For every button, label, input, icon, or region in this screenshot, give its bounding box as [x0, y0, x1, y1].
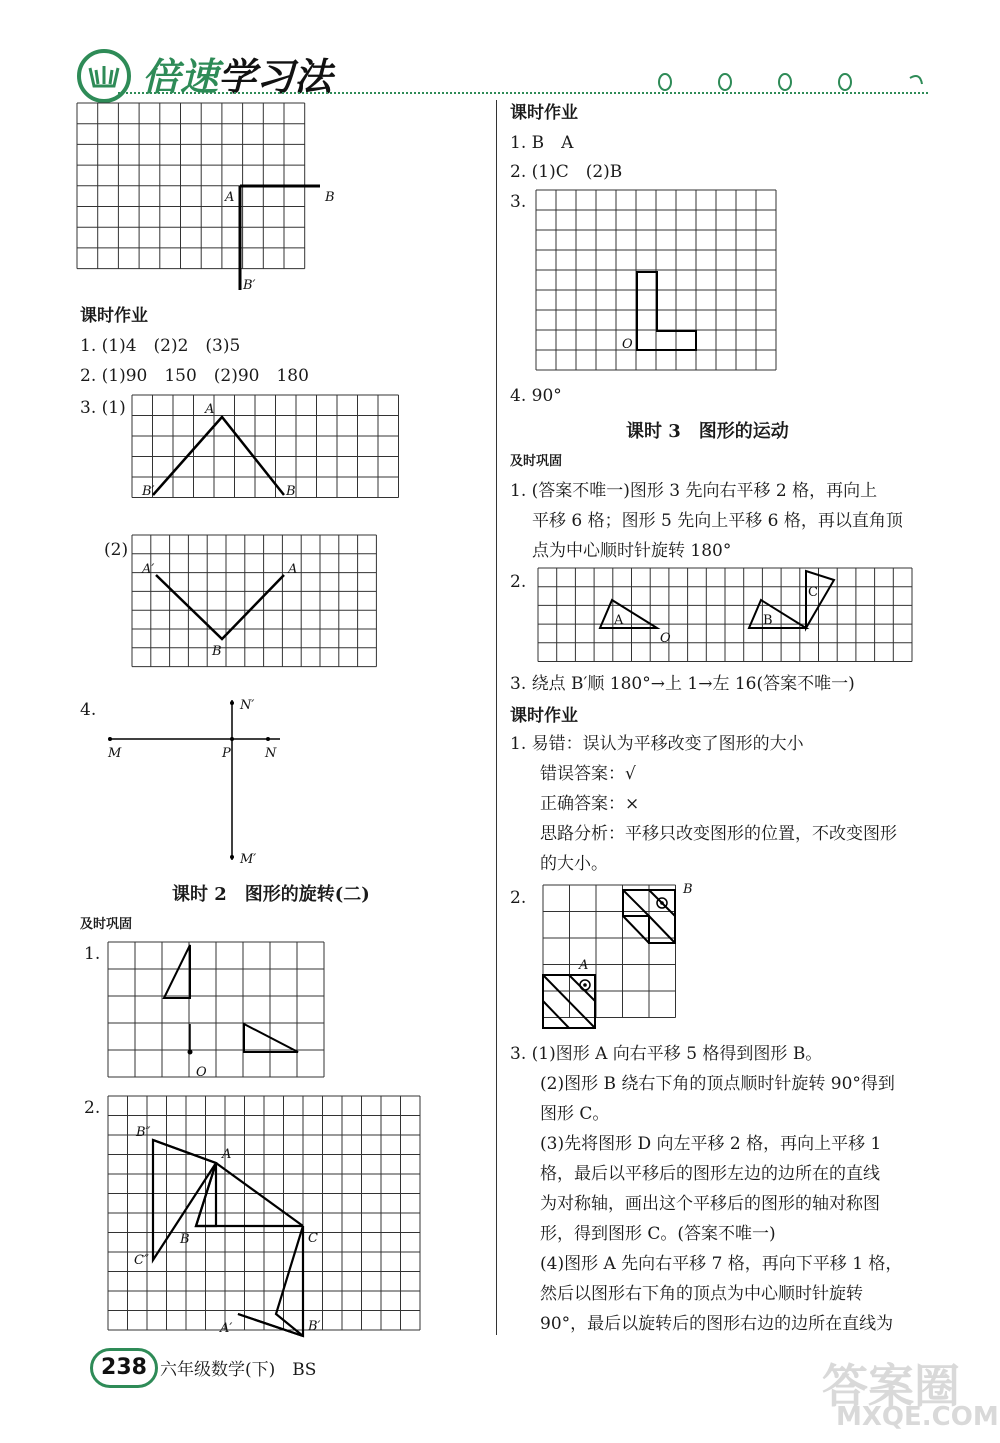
lesson-3-title: 课时 3 图形的运动 — [626, 421, 789, 442]
point-label-a: A — [225, 190, 235, 205]
right-e1-line1: 1. 易错：误认为平移改变了图形的大小 — [510, 734, 804, 754]
right-e3-line6: 为对称轴，画出这个平移后的图形的轴对称图 — [540, 1194, 880, 1214]
right-c1-line3: 点为中心顺时针旋转 180° — [532, 541, 732, 561]
shape-label-c: C — [808, 585, 818, 600]
point-label-a: A — [222, 1147, 232, 1162]
right-e1-line5: 的大小。 — [540, 854, 608, 874]
point-label-o: O — [660, 631, 671, 646]
right-c2-grid — [538, 568, 918, 663]
header-decoration — [650, 70, 940, 95]
watermark-title: 答案圈 — [822, 1359, 960, 1413]
point-label-c: C — [308, 1231, 318, 1246]
right-e3-line10: 90°，最后以旋转后的图形右边的边所在直线为 — [540, 1314, 894, 1334]
point-label-b-prime: B′ — [308, 1319, 321, 1334]
left-q3: 3. (1) — [80, 398, 126, 418]
left-exercise-title: 课时作业 — [80, 306, 148, 326]
right-e3-line4: (3)先将图形 D 向左平移 2 格，再向上平移 1 — [540, 1134, 882, 1154]
right-e3-line1: 3. (1)图形 A 向右平移 5 格得到图形 B。 — [510, 1044, 823, 1064]
point-label-a: A — [288, 562, 298, 577]
right-exercise2-title: 课时作业 — [510, 706, 578, 726]
right-e1-line3: 正确答案：× — [540, 794, 640, 814]
point-label-b: B — [212, 644, 222, 659]
point-label-a: A — [205, 402, 215, 417]
left-c2-grid — [108, 1096, 418, 1341]
footer-text: 六年级数学(下) BS — [160, 1360, 317, 1380]
left-q3-part2: (2) — [104, 540, 129, 560]
right-e3-line5: 格，最后以平移后的图形左边的边所在的直线 — [540, 1164, 880, 1184]
shape-label-b: B — [763, 613, 773, 628]
point-label-c-double-prime: C″ — [134, 1253, 149, 1268]
point-label-o: O — [622, 337, 633, 352]
left-q3-grid-2 — [132, 535, 392, 665]
right-exercise-title: 课时作业 — [510, 103, 578, 123]
left-q4-figure — [100, 695, 300, 870]
column-divider — [496, 100, 497, 1335]
right-c3: 3. 绕点 B′顺 180°→上 1→左 16(答案不唯一) — [510, 674, 855, 694]
point-label-a-prime: A′ — [142, 562, 155, 577]
left-c2: 2. — [84, 1098, 101, 1118]
point-label-p: P — [222, 746, 231, 761]
right-q2: 2. (1)C (2)B — [510, 162, 623, 182]
right-e3-line7: 形，得到图形 C。(答案不唯一) — [540, 1224, 776, 1244]
point-label-b: B — [683, 882, 693, 897]
point-label-b-double-prime: B″ — [136, 1125, 151, 1140]
left-consolidate-title: 及时巩固 — [80, 917, 133, 932]
right-e2-grid — [543, 882, 713, 1035]
lesson-2-title: 课时 2 图形的旋转(二) — [172, 884, 370, 905]
left-c1-grid — [108, 942, 338, 1082]
left-top-grid — [77, 103, 377, 293]
page-number: 238 — [90, 1348, 158, 1388]
left-q1: 1. (1)4 (2)2 (3)5 — [80, 336, 241, 356]
point-label-b: B — [325, 190, 335, 205]
right-c1-line1: 1. (答案不唯一)图形 3 先向右平移 2 格，再向上 — [510, 481, 878, 501]
point-label-b: B — [286, 484, 296, 499]
point-label-a-prime: A′ — [220, 1321, 233, 1336]
brand-logo — [76, 48, 132, 104]
right-e3-line3: 图形 C。 — [540, 1104, 610, 1124]
right-e3-line2: (2)图形 B 绕右下角的顶点顺时针旋转 90°得到 — [540, 1074, 895, 1094]
point-label-o: O — [196, 1065, 207, 1080]
point-label-n-prime: N′ — [240, 698, 255, 713]
right-q1: 1. B A — [510, 133, 574, 153]
right-e1-line4: 思路分析：平移只改变图形的位置，不改变图形 — [540, 824, 897, 844]
point-label-m: M — [108, 746, 122, 761]
brand-title-green: 倍速 — [142, 55, 219, 99]
shape-label-a: A — [614, 613, 624, 628]
right-c1-line2: 平移 6 格；图形 5 先向上平移 6 格，再以直角顶 — [532, 511, 903, 531]
right-e3-line8: (4)图形 A 先向右平移 7 格，再向下平移 1 格， — [540, 1254, 903, 1274]
point-label-m-prime: M′ — [240, 852, 257, 867]
right-consolidate-title: 及时巩固 — [510, 454, 563, 469]
right-q3: 3. — [510, 192, 527, 212]
left-q2: 2. (1)90 150 (2)90 180 — [80, 366, 309, 386]
left-q3-grid-1 — [132, 395, 392, 510]
brand-title-black: 学习法 — [218, 55, 333, 99]
right-q4: 4. 90° — [510, 386, 562, 406]
right-e2: 2. — [510, 888, 527, 908]
left-q4: 4. — [80, 700, 97, 720]
right-e3-line9: 然后以图形右下角的顶点为中心顺时针旋转 — [540, 1284, 863, 1304]
right-c2: 2. — [510, 572, 527, 592]
point-label-b: B — [180, 1232, 190, 1247]
point-label-b-prime: B′ — [142, 484, 155, 499]
watermark-url: MXQE.COM — [836, 1402, 999, 1432]
left-c1: 1. — [84, 944, 101, 964]
right-e1-line2: 错误答案：√ — [540, 764, 636, 784]
point-label-a: A — [579, 958, 589, 973]
point-label-b-prime: B′ — [243, 278, 256, 293]
point-label-n: N — [265, 746, 277, 761]
right-q3-grid — [536, 190, 786, 385]
